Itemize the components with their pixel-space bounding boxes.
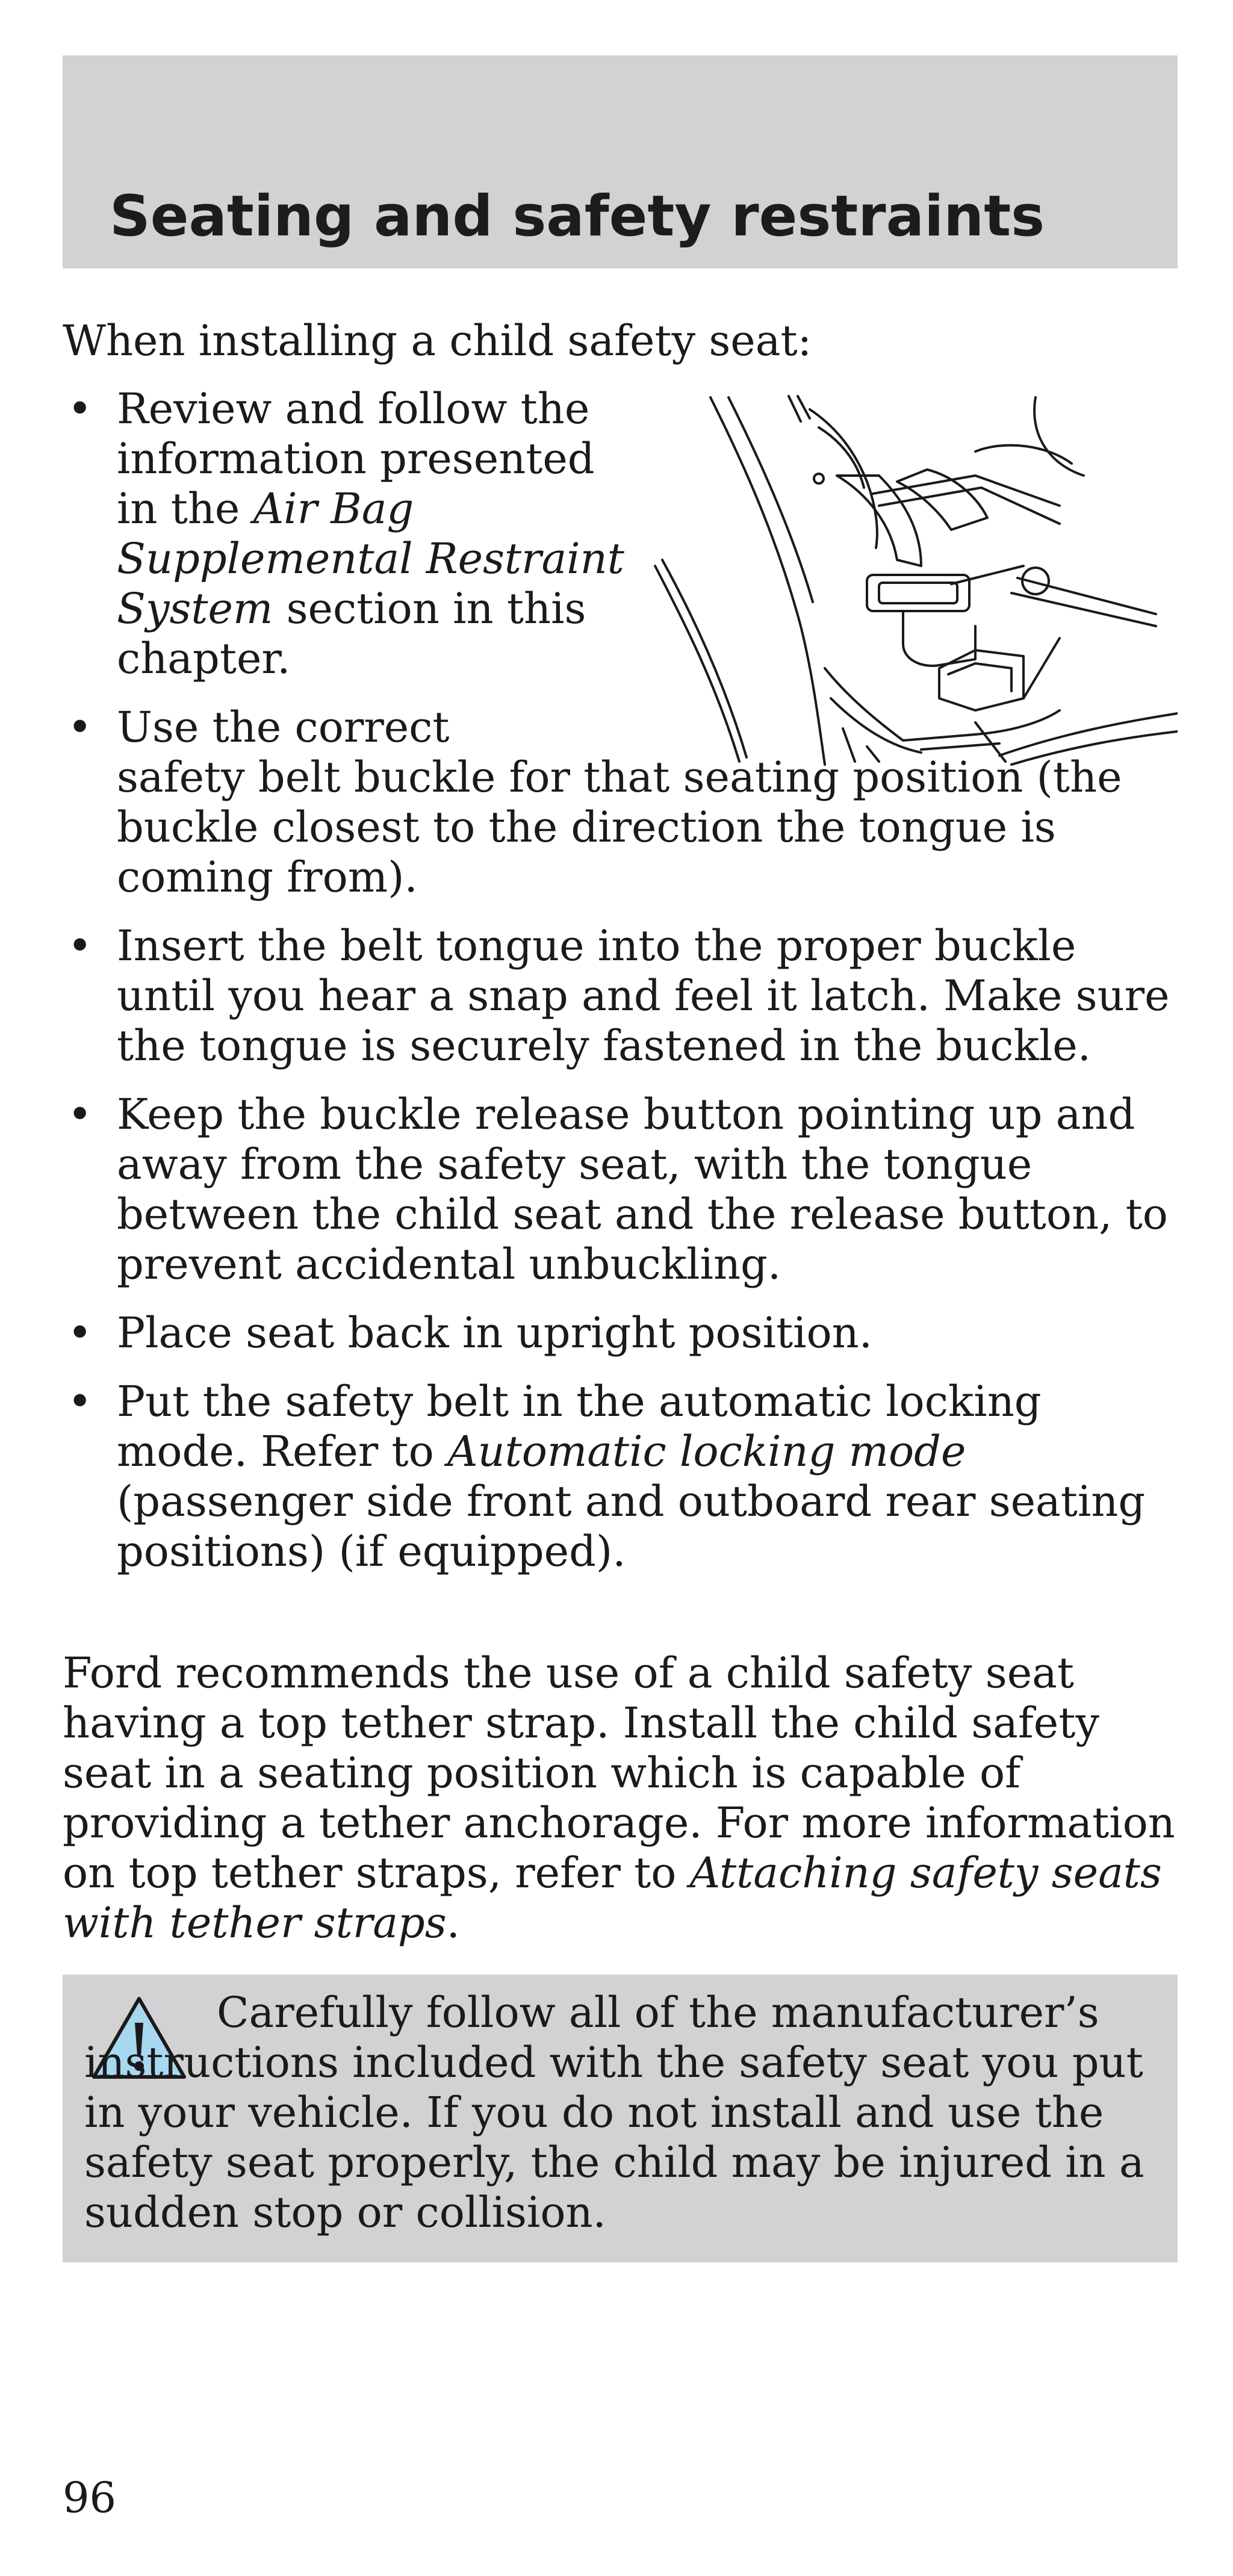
warning-text: Carefully follow all of the manufacturer’s instructions included with the safety seat you put in your vehicle. If you do not install and use the safety seat properly, the child may be injured in a sudden stop or collision. — [84, 1988, 1144, 2237]
bullet-marker: • — [67, 703, 93, 752]
bullet-marker: • — [67, 1377, 93, 1426]
list-item-text: Insert the belt tongue into the proper buckle until you hear a snap and feel it latch. Make sure the tongue is securely fastened in the buckle. — [117, 921, 1170, 1070]
tether-paragraph — [63, 1648, 1182, 1948]
paragraph-text: . — [446, 1898, 460, 1948]
list-item-text: Keep the buckle release button pointing up and away from the safety seat, with the tongue between the child seat and the release button, to prevent accidental unbuckling. — [117, 1090, 1168, 1289]
list-item — [63, 921, 1178, 1071]
bullet-marker: • — [67, 921, 93, 970]
list-item-text: Review and follow the information presented in the — [117, 384, 595, 533]
list-item-reference: Air Bag Supplemental Restraint System — [117, 484, 624, 633]
list-item-text: Put the safety belt in the automatic locking mode. Refer to — [117, 1377, 1042, 1476]
section-header — [63, 55, 1178, 268]
bullet-marker: • — [67, 1308, 93, 1358]
bullet-marker: • — [67, 384, 93, 433]
list-item-reference: Automatic locking mode — [447, 1427, 966, 1476]
paragraph-text: Ford recommends the use of a child safety seat having a top tether strap. Install the child safety seat in a seating position which is capable of providing a tether anchorage. For more information on top tether straps, refer to — [63, 1648, 1175, 1898]
list-item-text: section in this chapter. — [117, 584, 586, 683]
list-item — [63, 1308, 1178, 1358]
list-item — [63, 703, 1178, 902]
list-item-text: safety belt buckle for that seating position (the buckle closest to the direction the tongue is coming from). — [117, 753, 1122, 902]
paragraph-reference: Attaching safety seats with tether straps — [63, 1848, 1162, 1948]
list-item — [63, 384, 1178, 684]
list-item-text: Use the correct — [117, 703, 450, 752]
bullet-marker: • — [67, 1090, 93, 1139]
instruction-list — [63, 384, 1178, 1595]
page-number: 96 — [63, 2473, 117, 2522]
list-item — [63, 1377, 1178, 1577]
list-item-text: (passenger side front and outboard rear seating positions) (if equipped). — [117, 1477, 1146, 1576]
intro-text: When installing a child safety seat: — [63, 316, 812, 365]
list-item — [63, 1090, 1178, 1290]
list-item-text: Place seat back in upright position. — [117, 1308, 872, 1358]
section-title: Seating and safety restraints — [110, 184, 1045, 249]
warning-box — [63, 1975, 1178, 2262]
